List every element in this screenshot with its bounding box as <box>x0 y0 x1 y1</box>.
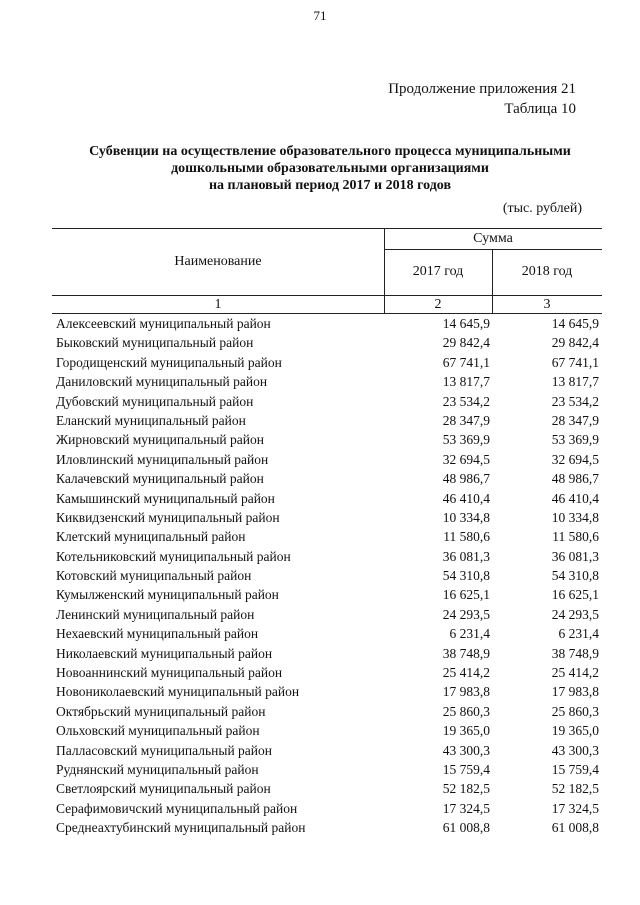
value-2018-cell: 14 645,9 <box>551 316 599 331</box>
value-2017-cell: 46 410,4 <box>442 490 490 506</box>
district-name-cell: Алексеевский муниципальный район <box>56 316 271 331</box>
district-name-cell: Новоаннинский муниципальный район <box>56 665 283 681</box>
value-2017-cell: 17 983,8 <box>442 684 490 700</box>
district-name-cell: Ольховский муниципальный район <box>56 723 260 739</box>
district-name-cell: Даниловский муниципальный район <box>56 374 268 390</box>
column-number-1: 1 <box>214 297 222 312</box>
value-2018-cell: 67 741,1 <box>551 354 599 370</box>
value-2018-cell: 53 369,9 <box>551 432 599 448</box>
value-2017-cell: 38 748,9 <box>442 645 490 661</box>
title-line-2: дошкольными образовательными организациями <box>171 161 489 176</box>
district-name-cell: Жирновский муниципальный район <box>56 432 264 448</box>
appendix-reference <box>388 79 576 119</box>
document-title <box>40 143 620 194</box>
district-name-cell: Киквидзенский муниципальный район <box>56 509 280 525</box>
value-2017-cell: 16 625,1 <box>442 587 490 603</box>
value-2017-cell: 48 986,7 <box>442 471 490 487</box>
table-row <box>0 334 640 353</box>
value-2018-cell: 15 759,4 <box>551 761 599 777</box>
table-row <box>0 509 640 528</box>
table-number-line: Таблица 10 <box>504 101 576 117</box>
district-name-cell: Ленинский муниципальный район <box>56 606 255 622</box>
value-2018-cell: 24 293,5 <box>551 606 599 622</box>
title-line-3: на плановый период 2017 и 2018 годов <box>208 178 452 193</box>
table-row <box>0 683 640 702</box>
table-row <box>0 373 640 392</box>
value-2017-cell: 17 324,5 <box>442 800 490 816</box>
value-2018-cell: 43 300,3 <box>551 742 599 758</box>
table-row <box>0 819 640 838</box>
district-name-cell: Серафимовичский муниципальный район <box>56 800 298 816</box>
value-2017-cell: 36 081,3 <box>442 548 490 564</box>
district-name-cell: Руднянский муниципальный район <box>56 761 259 777</box>
sum-header-divider <box>384 249 602 250</box>
table-row <box>0 567 640 586</box>
district-name-cell: Иловлинский муниципальный район <box>56 451 269 467</box>
value-2018-cell: 52 182,5 <box>551 781 599 797</box>
table-row <box>0 548 640 567</box>
value-2017-cell: 53 369,9 <box>442 432 490 448</box>
district-name-cell: Николаевский муниципальный район <box>56 645 273 661</box>
table-row <box>0 742 640 761</box>
value-2017-cell: 54 310,8 <box>442 568 490 584</box>
value-2017-cell: 52 182,5 <box>442 781 490 797</box>
title-line-1: Субвенции на осуществление образовательного процесса муниципальными <box>89 144 571 159</box>
table-row <box>0 703 640 722</box>
table-row <box>0 645 640 664</box>
district-name-cell: Еланский муниципальный район <box>56 412 246 428</box>
value-2017-cell: 6 231,4 <box>449 626 490 642</box>
table-row <box>0 412 640 431</box>
table-row <box>0 722 640 741</box>
district-name-cell: Октябрьский муниципальный район <box>56 703 266 719</box>
table-row <box>0 315 640 334</box>
year-2018-header: 2018 год <box>521 264 573 279</box>
table-row <box>0 800 640 819</box>
value-2018-cell: 46 410,4 <box>551 490 599 506</box>
value-2018-cell: 11 580,6 <box>552 529 599 545</box>
district-name-cell: Среднеахтубинский муниципальный район <box>56 820 306 836</box>
district-name-cell: Новониколаевский муниципальный район <box>56 684 300 700</box>
value-2017-cell: 10 334,8 <box>442 509 490 525</box>
table-body <box>0 315 640 839</box>
table-row <box>0 393 640 412</box>
table-row <box>0 606 640 625</box>
value-2017-cell: 67 741,1 <box>442 354 490 370</box>
table-row <box>0 431 640 450</box>
value-2018-cell: 10 334,8 <box>551 509 599 525</box>
value-2018-cell: 38 748,9 <box>551 645 599 661</box>
district-name-cell: Котельниковский муниципальный район <box>56 548 291 564</box>
value-2018-cell: 16 625,1 <box>551 587 599 603</box>
district-name-cell: Кумылженский муниципальный район <box>56 587 279 603</box>
value-2018-cell: 25 860,3 <box>551 703 599 719</box>
district-name-cell: Камышинский муниципальный район <box>56 490 275 506</box>
value-2018-cell: 48 986,7 <box>551 471 599 487</box>
value-2017-cell: 25 860,3 <box>442 703 490 719</box>
value-2017-cell: 43 300,3 <box>442 742 490 758</box>
table-row <box>0 470 640 489</box>
column-number-3: 3 <box>543 297 551 312</box>
header-divider <box>52 295 602 296</box>
column-numbers-divider <box>52 313 602 314</box>
column-number-2: 2 <box>434 297 442 312</box>
value-2017-cell: 14 645,9 <box>442 316 490 331</box>
year-2017-header: 2017 год <box>412 264 464 279</box>
value-2018-cell: 28 347,9 <box>551 412 599 428</box>
value-2018-cell: 17 983,8 <box>551 684 599 700</box>
district-name-cell: Городищенский муниципальный район <box>56 354 282 370</box>
district-name-cell: Калачевский муниципальный район <box>56 471 264 487</box>
unit-label: (тыс. рублей) <box>502 201 582 216</box>
district-name-cell: Светлоярский муниципальный район <box>56 781 271 797</box>
value-2018-cell: 25 414,2 <box>551 665 599 681</box>
value-2017-cell: 25 414,2 <box>442 665 490 681</box>
value-2018-cell: 17 324,5 <box>551 800 599 816</box>
table-row <box>0 761 640 780</box>
value-2018-cell: 36 081,3 <box>551 548 599 564</box>
value-2017-cell: 15 759,4 <box>442 761 490 777</box>
district-name-cell: Быковский муниципальный район <box>56 335 254 351</box>
value-2017-cell: 28 347,9 <box>442 412 490 428</box>
district-name-cell: Котовский муниципальный район <box>56 568 252 584</box>
table-row <box>0 490 640 509</box>
value-2017-cell: 23 534,2 <box>442 393 490 409</box>
table-row <box>0 625 640 644</box>
name-column-header: Наименование <box>174 254 262 269</box>
value-2017-cell: 11 580,6 <box>443 529 490 545</box>
sum-header: Сумма <box>473 231 513 246</box>
value-2018-cell: 13 817,7 <box>551 374 599 390</box>
district-name-cell: Палласовский муниципальный район <box>56 742 272 758</box>
value-2018-cell: 29 842,4 <box>551 335 599 351</box>
table-row <box>0 664 640 683</box>
district-name-cell: Нехаевский муниципальный район <box>56 626 259 642</box>
value-2017-cell: 24 293,5 <box>442 606 490 622</box>
value-2017-cell: 61 008,8 <box>442 820 490 836</box>
table-row <box>0 586 640 605</box>
table-row <box>0 780 640 799</box>
value-2018-cell: 61 008,8 <box>551 820 599 836</box>
value-2017-cell: 13 817,7 <box>442 374 490 390</box>
table-top-border <box>52 228 602 229</box>
page-number: 71 <box>313 8 327 23</box>
value-2018-cell: 6 231,4 <box>558 626 599 642</box>
table-row <box>0 528 640 547</box>
value-2017-cell: 29 842,4 <box>442 335 490 351</box>
value-2018-cell: 19 365,0 <box>551 723 599 739</box>
value-2018-cell: 23 534,2 <box>551 393 599 409</box>
appendix-line: Продолжение приложения 21 <box>388 81 576 97</box>
value-2018-cell: 54 310,8 <box>551 568 599 584</box>
value-2017-cell: 32 694,5 <box>442 451 490 467</box>
value-2018-cell: 32 694,5 <box>551 451 599 467</box>
district-name-cell: Клетский муниципальный район <box>56 529 246 545</box>
table-row <box>0 451 640 470</box>
table-row <box>0 354 640 373</box>
value-2017-cell: 19 365,0 <box>442 723 490 739</box>
district-name-cell: Дубовский муниципальный район <box>56 393 254 409</box>
